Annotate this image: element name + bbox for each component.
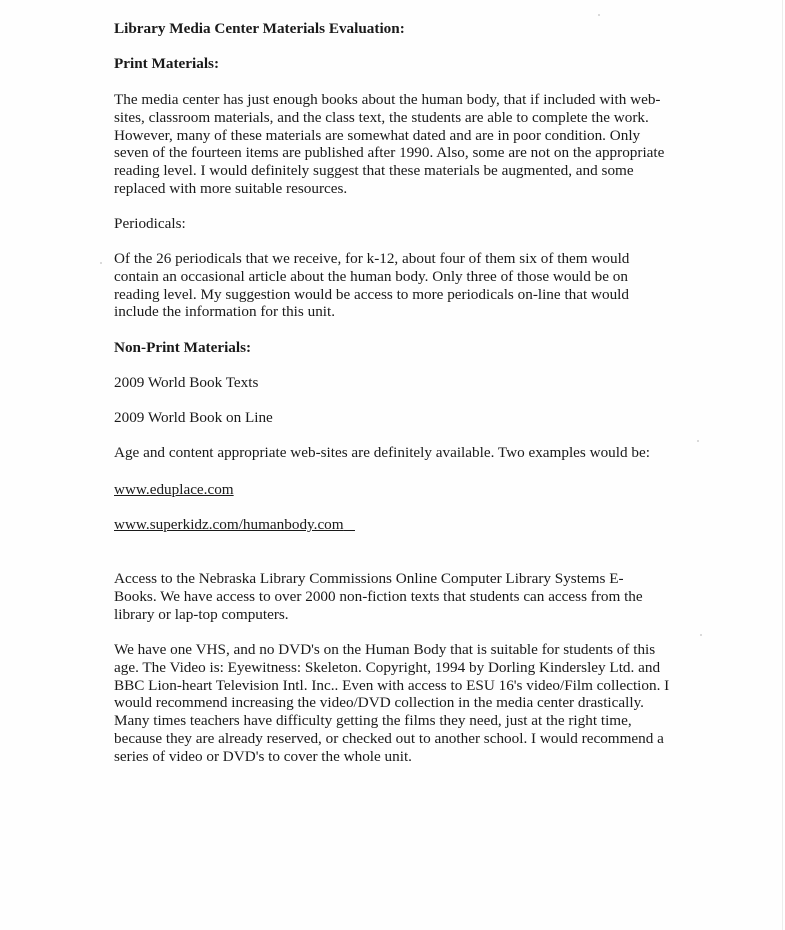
print-materials-paragraph: The media center has just enough books about the human body, that if included with web-sites, classroom materials, and the class text, the students are able to complete the work. However, many of these materials are somewhat dated and are in poor condition. Only seven of the fourteen items are published after 1990. Also, some are not on the appropriate reading level. I would definitely suggest that these materials be augmented, and some replaced with more suitable resources.: [114, 91, 665, 197]
page-edge: [782, 0, 783, 930]
periodicals-paragraph: Of the 26 periodicals that we receive, for k-12, about four of them six of them would contain an occasional article about the human body. Only three of those would be on reading level. My suggestion would be access to more periodicals on-line that would include the information for this unit.: [114, 250, 630, 321]
websites-intro: Age and content appropriate web-sites are definitely available. Two examples would be:: [114, 444, 650, 461]
scan-speck: [598, 14, 600, 16]
superkidz-link[interactable]: www.superkidz.com/humanbody.com: [114, 516, 344, 533]
non-print-materials-heading: Non-Print Materials:: [114, 339, 252, 356]
non-print-item: 2009 World Book on Line: [114, 409, 273, 426]
document-title: Library Media Center Materials Evaluation:: [114, 20, 405, 37]
video-paragraph: We have one VHS, and no DVD's on the Human Body that is suitable for students of this age. The Video is: Eyewitness: Skeleton. Copyright, 1994 by Dorling Kindersley Ltd. and BBC Lion-heart Television Intl. Inc.. Even with access to ESU 16's video/Film collection. I would recommend increasing the video/DVD collection in the media center drastically. Many times teachers have difficulty getting the films they need, just at the right time, because they are already reserved, or checked out to another school. I would recommend a series of video or DVD's to cover the whole unit.: [114, 641, 670, 765]
link-underline-trail: [344, 516, 355, 533]
periodicals-heading: Periodicals:: [114, 215, 186, 232]
scan-speck: [100, 262, 102, 264]
non-print-item: 2009 World Book Texts: [114, 374, 259, 391]
ebooks-paragraph: Access to the Nebraska Library Commissions Online Computer Library Systems E-Books. We have access to over 2000 non-fiction texts that students can access from the library or lap-top computers.: [114, 570, 643, 623]
eduplace-link[interactable]: www.eduplace.com: [114, 481, 234, 498]
scan-speck: [700, 634, 702, 636]
print-materials-heading: Print Materials:: [114, 55, 220, 72]
scan-speck: [697, 440, 699, 442]
